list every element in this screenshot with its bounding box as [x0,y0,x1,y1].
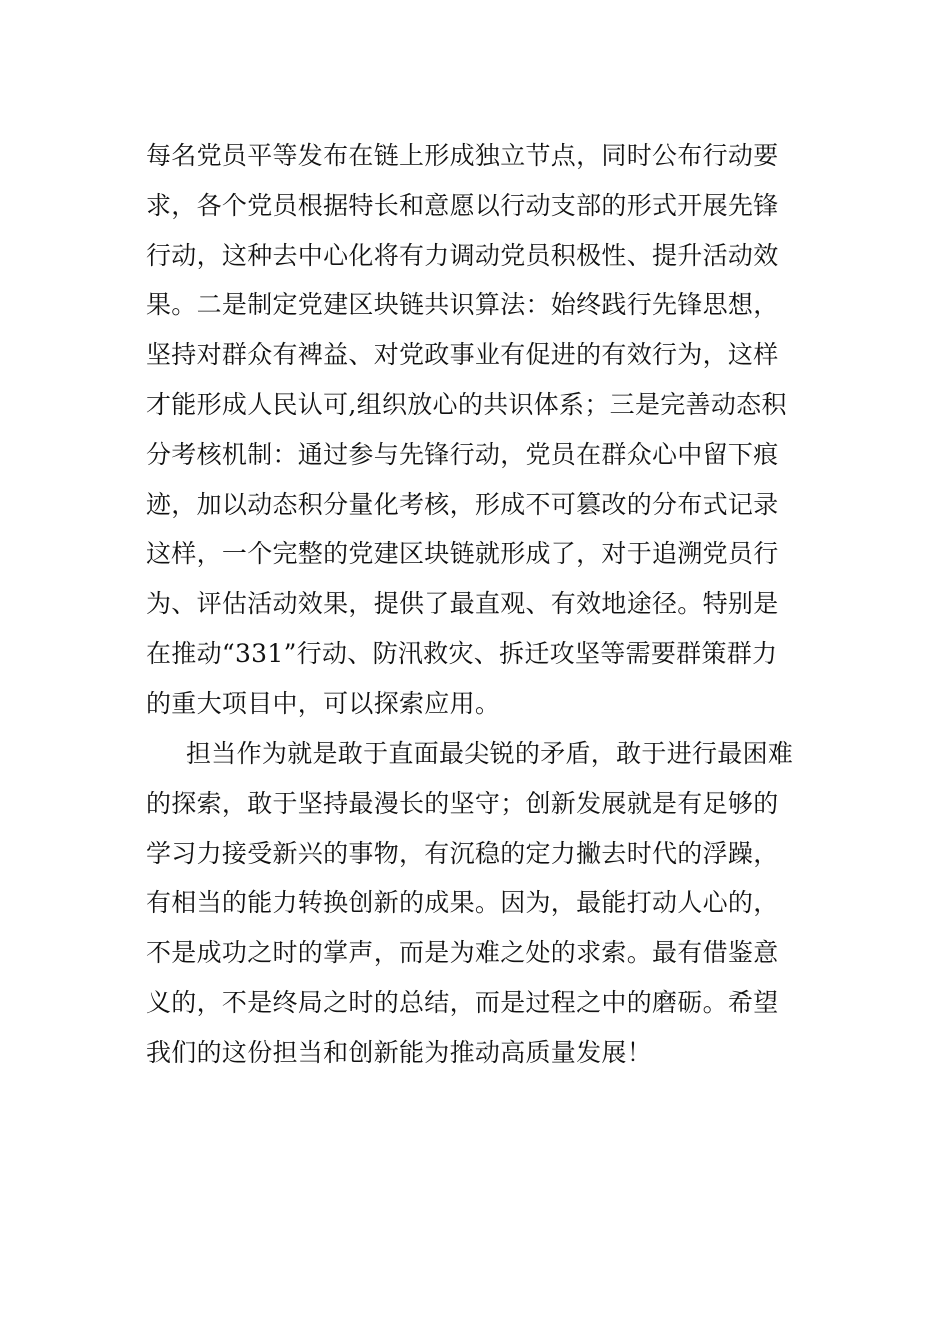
paragraph-line: 求，各个党员根据特长和意愿以行动支部的形式开展先锋 [146,190,779,220]
paragraph-line: 不是成功之时的掌声，而是为难之处的求索。最有借鉴意 [146,938,779,968]
paragraph-line: 的探索，敢于坚持最漫长的坚守；创新发展就是有足够的 [146,788,779,818]
paragraph-line: 的重大项目中，可以探索应用。 [146,688,501,718]
paragraph-line: 学习力接受新兴的事物，有沉稳的定力撇去时代的浮躁， [146,838,779,868]
paragraph-line: 坚持对群众有裨益、对党政事业有促进的有效行为，这样 [146,340,779,370]
paragraph-line: 担当作为就是敢于直面最尖锐的矛盾，敢于进行最困难 [186,739,794,768]
paragraph-line: 义的，不是终局之时的总结，而是过程之中的磨砺。希望 [146,987,779,1017]
paragraph-line: 在推动“331”行动、防汛救灾、拆迁攻坚等需要群策群力 [146,638,778,668]
paragraph-line: 才能形成人民认可,组织放心的共识体系；三是完善动态积 [146,389,787,419]
paragraph-line: 迹，加以动态积分量化考核，形成不可篡改的分布式记录 [146,489,779,519]
paragraph-2 [146,729,826,1078]
paragraph-1 [146,131,826,729]
paragraph-line: 有相当的能力转换创新的成果。因为，最能打动人心的， [146,888,779,918]
paragraph-line: 果。二是制定党建区块链共识算法：始终践行先锋思想， [146,290,779,320]
paragraph-line: 为、评估活动效果，提供了最直观、有效地途径。特别是 [146,589,779,619]
paragraph-line: 我们的这份担当和创新能为推动高质量发展！ [146,1037,653,1067]
paragraph-line: 行动，这种去中心化将有力调动党员积极性、提升活动效 [146,240,779,270]
paragraph-line: 每名党员平等发布在链上形成独立节点，同时公布行动要 [146,141,779,170]
paragraph-line: 这样，一个完整的党建区块链就形成了，对于追溯党员行 [146,539,779,569]
paragraph-line: 分考核机制：通过参与先锋行动，党员在群众心中留下痕 [146,439,779,469]
